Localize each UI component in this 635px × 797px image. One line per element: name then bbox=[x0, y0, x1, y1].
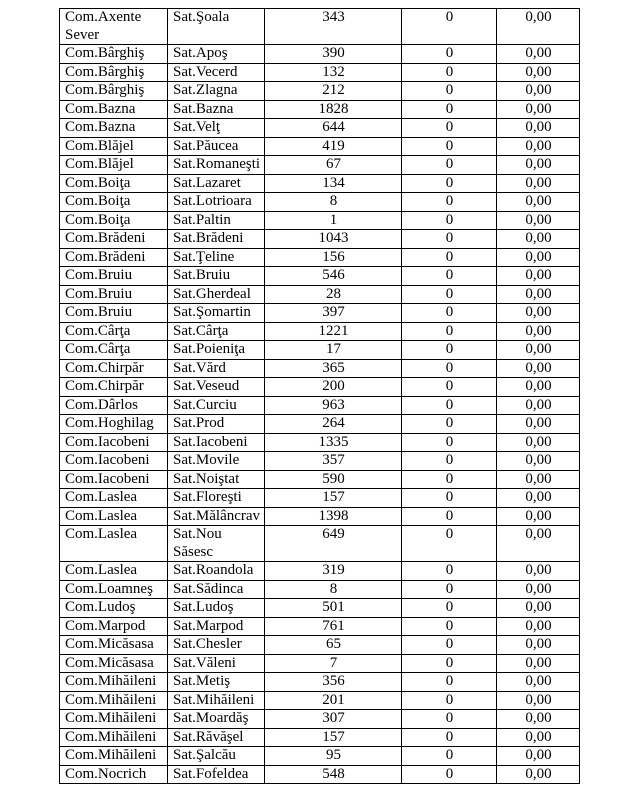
cell-population: 95 bbox=[265, 747, 402, 766]
cell-village: Sat.Brădeni bbox=[168, 230, 265, 249]
cell-commune: Com.Iacobeni bbox=[60, 470, 168, 489]
table-row bbox=[60, 100, 580, 119]
cell-village: Sat.Păucea bbox=[168, 137, 265, 156]
cell-village: Sat.Lotrioara bbox=[168, 193, 265, 212]
cell-population: 343 bbox=[265, 9, 402, 45]
cell-village: Sat.Apoş bbox=[168, 45, 265, 64]
table-row bbox=[60, 156, 580, 175]
cell-amount: 0,00 bbox=[497, 433, 580, 452]
cell-count: 0 bbox=[402, 341, 497, 360]
table-row bbox=[60, 489, 580, 508]
cell-population: 397 bbox=[265, 304, 402, 323]
cell-population: 264 bbox=[265, 415, 402, 434]
cell-population: 365 bbox=[265, 359, 402, 378]
cell-amount: 0,00 bbox=[497, 45, 580, 64]
cell-count: 0 bbox=[402, 433, 497, 452]
cell-commune: Com.Boiţa bbox=[60, 193, 168, 212]
cell-population: 1 bbox=[265, 211, 402, 230]
table-row bbox=[60, 636, 580, 655]
cell-amount: 0,00 bbox=[497, 156, 580, 175]
cell-amount: 0,00 bbox=[497, 636, 580, 655]
cell-village: Sat.Metiş bbox=[168, 673, 265, 692]
cell-village: Sat.Roandola bbox=[168, 562, 265, 581]
cell-commune: Com.Nocrich bbox=[60, 765, 168, 784]
cell-amount: 0,00 bbox=[497, 304, 580, 323]
cell-population: 7 bbox=[265, 654, 402, 673]
cell-count: 0 bbox=[402, 156, 497, 175]
cell-village: Sat.Şoala bbox=[168, 9, 265, 45]
cell-village: Sat.Noiştat bbox=[168, 470, 265, 489]
cell-population: 501 bbox=[265, 599, 402, 618]
table-row bbox=[60, 507, 580, 526]
table-row bbox=[60, 230, 580, 249]
cell-commune: Com.Mihăileni bbox=[60, 728, 168, 747]
cell-commune: Com.Laslea bbox=[60, 507, 168, 526]
cell-count: 0 bbox=[402, 304, 497, 323]
table-row bbox=[60, 562, 580, 581]
cell-amount: 0,00 bbox=[497, 285, 580, 304]
cell-village: Sat.Fofeldea bbox=[168, 765, 265, 784]
cell-commune: Com.Iacobeni bbox=[60, 452, 168, 471]
table-row bbox=[60, 322, 580, 341]
cell-amount: 0,00 bbox=[497, 359, 580, 378]
table-row bbox=[60, 433, 580, 452]
table-row bbox=[60, 691, 580, 710]
cell-count: 0 bbox=[402, 489, 497, 508]
cell-village: Sat.Ludoş bbox=[168, 599, 265, 618]
table-row bbox=[60, 470, 580, 489]
cell-amount: 0,00 bbox=[497, 267, 580, 286]
cell-amount: 0,00 bbox=[497, 562, 580, 581]
cell-amount: 0,00 bbox=[497, 415, 580, 434]
cell-count: 0 bbox=[402, 82, 497, 101]
cell-village: Sat.Mălâncrav bbox=[168, 507, 265, 526]
cell-population: 307 bbox=[265, 710, 402, 729]
cell-amount: 0,00 bbox=[497, 673, 580, 692]
cell-population: 17 bbox=[265, 341, 402, 360]
cell-commune: Com.Dârlos bbox=[60, 396, 168, 415]
cell-commune: Com.Mihăileni bbox=[60, 747, 168, 766]
cell-commune: Com.Boiţa bbox=[60, 211, 168, 230]
table-row bbox=[60, 415, 580, 434]
table-row bbox=[60, 728, 580, 747]
cell-amount: 0,00 bbox=[497, 747, 580, 766]
cell-population: 132 bbox=[265, 63, 402, 82]
table-row bbox=[60, 63, 580, 82]
table-row bbox=[60, 765, 580, 784]
cell-commune: Com.Chirpăr bbox=[60, 359, 168, 378]
cell-count: 0 bbox=[402, 636, 497, 655]
cell-population: 357 bbox=[265, 452, 402, 471]
cell-amount: 0,00 bbox=[497, 322, 580, 341]
cell-amount: 0,00 bbox=[497, 599, 580, 618]
cell-village: Sat.Bruiu bbox=[168, 267, 265, 286]
cell-village: Sat.Răvăşel bbox=[168, 728, 265, 747]
cell-population: 28 bbox=[265, 285, 402, 304]
cell-village: Sat.Cârţa bbox=[168, 322, 265, 341]
cell-commune: Com.Mihăileni bbox=[60, 691, 168, 710]
cell-amount: 0,00 bbox=[497, 100, 580, 119]
cell-population: 1828 bbox=[265, 100, 402, 119]
cell-amount: 0,00 bbox=[497, 710, 580, 729]
cell-amount: 0,00 bbox=[497, 470, 580, 489]
localities-table bbox=[59, 8, 580, 784]
cell-population: 1398 bbox=[265, 507, 402, 526]
table-row bbox=[60, 45, 580, 64]
cell-amount: 0,00 bbox=[497, 341, 580, 360]
table-row bbox=[60, 248, 580, 267]
cell-commune: Com.Marpod bbox=[60, 617, 168, 636]
cell-count: 0 bbox=[402, 100, 497, 119]
cell-population: 419 bbox=[265, 137, 402, 156]
cell-population: 546 bbox=[265, 267, 402, 286]
cell-count: 0 bbox=[402, 45, 497, 64]
table-row bbox=[60, 710, 580, 729]
cell-population: 390 bbox=[265, 45, 402, 64]
cell-village: Sat.Văleni bbox=[168, 654, 265, 673]
cell-population: 644 bbox=[265, 119, 402, 138]
cell-count: 0 bbox=[402, 9, 497, 45]
cell-count: 0 bbox=[402, 248, 497, 267]
cell-count: 0 bbox=[402, 654, 497, 673]
cell-commune: Com.Bruiu bbox=[60, 304, 168, 323]
cell-village: Sat.Marpod bbox=[168, 617, 265, 636]
table-row bbox=[60, 396, 580, 415]
table-row bbox=[60, 137, 580, 156]
cell-amount: 0,00 bbox=[497, 211, 580, 230]
cell-village: Sat.Floreşti bbox=[168, 489, 265, 508]
cell-commune: Com.Micăsasa bbox=[60, 636, 168, 655]
cell-amount: 0,00 bbox=[497, 654, 580, 673]
cell-population: 963 bbox=[265, 396, 402, 415]
cell-amount: 0,00 bbox=[497, 174, 580, 193]
cell-village: Sat.Velţ bbox=[168, 119, 265, 138]
cell-commune: Com.Hoghilag bbox=[60, 415, 168, 434]
cell-commune: Com.Ludoş bbox=[60, 599, 168, 618]
cell-population: 1335 bbox=[265, 433, 402, 452]
cell-count: 0 bbox=[402, 673, 497, 692]
cell-population: 8 bbox=[265, 193, 402, 212]
cell-commune: Com.Blăjel bbox=[60, 137, 168, 156]
table-row bbox=[60, 599, 580, 618]
cell-population: 590 bbox=[265, 470, 402, 489]
table-row bbox=[60, 617, 580, 636]
cell-count: 0 bbox=[402, 599, 497, 618]
cell-count: 0 bbox=[402, 526, 497, 562]
cell-amount: 0,00 bbox=[497, 378, 580, 397]
cell-commune: Com.Micăsasa bbox=[60, 654, 168, 673]
cell-amount: 0,00 bbox=[497, 193, 580, 212]
table-row bbox=[60, 211, 580, 230]
cell-commune: Com.Brădeni bbox=[60, 248, 168, 267]
cell-population: 201 bbox=[265, 691, 402, 710]
cell-amount: 0,00 bbox=[497, 617, 580, 636]
cell-commune: Com.Cârţa bbox=[60, 322, 168, 341]
cell-count: 0 bbox=[402, 211, 497, 230]
cell-population: 319 bbox=[265, 562, 402, 581]
cell-count: 0 bbox=[402, 119, 497, 138]
cell-amount: 0,00 bbox=[497, 728, 580, 747]
cell-commune: Com.Axente Sever bbox=[60, 9, 168, 45]
cell-count: 0 bbox=[402, 415, 497, 434]
cell-amount: 0,00 bbox=[497, 137, 580, 156]
cell-count: 0 bbox=[402, 617, 497, 636]
cell-village: Sat.Movile bbox=[168, 452, 265, 471]
cell-amount: 0,00 bbox=[497, 82, 580, 101]
cell-amount: 0,00 bbox=[497, 9, 580, 45]
cell-count: 0 bbox=[402, 452, 497, 471]
table-row bbox=[60, 193, 580, 212]
table-row bbox=[60, 9, 580, 45]
table-row bbox=[60, 747, 580, 766]
cell-population: 761 bbox=[265, 617, 402, 636]
cell-count: 0 bbox=[402, 193, 497, 212]
cell-commune: Com.Bazna bbox=[60, 100, 168, 119]
cell-count: 0 bbox=[402, 137, 497, 156]
table-row bbox=[60, 378, 580, 397]
cell-population: 157 bbox=[265, 489, 402, 508]
cell-amount: 0,00 bbox=[497, 63, 580, 82]
cell-population: 649 bbox=[265, 526, 402, 562]
cell-count: 0 bbox=[402, 174, 497, 193]
cell-village: Sat.Vecerd bbox=[168, 63, 265, 82]
cell-count: 0 bbox=[402, 396, 497, 415]
cell-count: 0 bbox=[402, 378, 497, 397]
cell-commune: Com.Bârghiş bbox=[60, 45, 168, 64]
cell-count: 0 bbox=[402, 691, 497, 710]
cell-count: 0 bbox=[402, 562, 497, 581]
cell-count: 0 bbox=[402, 470, 497, 489]
cell-count: 0 bbox=[402, 507, 497, 526]
cell-commune: Com.Bruiu bbox=[60, 267, 168, 286]
cell-population: 157 bbox=[265, 728, 402, 747]
cell-commune: Com.Bazna bbox=[60, 119, 168, 138]
cell-count: 0 bbox=[402, 747, 497, 766]
cell-commune: Com.Bruiu bbox=[60, 285, 168, 304]
cell-commune: Com.Boiţa bbox=[60, 174, 168, 193]
cell-commune: Com.Mihăileni bbox=[60, 673, 168, 692]
cell-amount: 0,00 bbox=[497, 396, 580, 415]
cell-village: Sat.Chesler bbox=[168, 636, 265, 655]
cell-village: Sat.Prod bbox=[168, 415, 265, 434]
cell-population: 548 bbox=[265, 765, 402, 784]
cell-population: 134 bbox=[265, 174, 402, 193]
cell-village: Sat.Sădinca bbox=[168, 580, 265, 599]
cell-commune: Com.Iacobeni bbox=[60, 433, 168, 452]
cell-village: Sat.Paltin bbox=[168, 211, 265, 230]
cell-commune: Com.Laslea bbox=[60, 489, 168, 508]
table-row bbox=[60, 304, 580, 323]
cell-commune: Com.Mihăileni bbox=[60, 710, 168, 729]
cell-village: Sat.Veseud bbox=[168, 378, 265, 397]
table-row bbox=[60, 119, 580, 138]
cell-amount: 0,00 bbox=[497, 248, 580, 267]
cell-village: Sat.Vărd bbox=[168, 359, 265, 378]
cell-village: Sat.Mihăileni bbox=[168, 691, 265, 710]
cell-population: 200 bbox=[265, 378, 402, 397]
cell-village: Sat.Curciu bbox=[168, 396, 265, 415]
cell-village: Sat.Ţeline bbox=[168, 248, 265, 267]
cell-count: 0 bbox=[402, 765, 497, 784]
cell-amount: 0,00 bbox=[497, 452, 580, 471]
table-row bbox=[60, 526, 580, 562]
cell-amount: 0,00 bbox=[497, 119, 580, 138]
cell-amount: 0,00 bbox=[497, 580, 580, 599]
table-row bbox=[60, 82, 580, 101]
cell-commune: Com.Bârghiş bbox=[60, 63, 168, 82]
cell-count: 0 bbox=[402, 322, 497, 341]
table-row bbox=[60, 267, 580, 286]
cell-commune: Com.Bârghiş bbox=[60, 82, 168, 101]
cell-count: 0 bbox=[402, 710, 497, 729]
cell-population: 356 bbox=[265, 673, 402, 692]
cell-count: 0 bbox=[402, 285, 497, 304]
cell-commune: Com.Chirpăr bbox=[60, 378, 168, 397]
table-row bbox=[60, 580, 580, 599]
cell-commune: Com.Laslea bbox=[60, 562, 168, 581]
cell-population: 212 bbox=[265, 82, 402, 101]
table-row bbox=[60, 359, 580, 378]
cell-population: 8 bbox=[265, 580, 402, 599]
cell-commune: Com.Loamneş bbox=[60, 580, 168, 599]
cell-count: 0 bbox=[402, 359, 497, 378]
cell-count: 0 bbox=[402, 580, 497, 599]
cell-village: Sat.Şomartin bbox=[168, 304, 265, 323]
cell-commune: Com.Laslea bbox=[60, 526, 168, 562]
cell-village: Sat.Nou Săsesc bbox=[168, 526, 265, 562]
cell-amount: 0,00 bbox=[497, 230, 580, 249]
table-body bbox=[60, 9, 580, 784]
table-row bbox=[60, 452, 580, 471]
cell-village: Sat.Moardăş bbox=[168, 710, 265, 729]
cell-amount: 0,00 bbox=[497, 507, 580, 526]
cell-village: Sat.Zlagna bbox=[168, 82, 265, 101]
cell-village: Sat.Poieniţa bbox=[168, 341, 265, 360]
cell-amount: 0,00 bbox=[497, 526, 580, 562]
cell-village: Sat.Şalcău bbox=[168, 747, 265, 766]
table-row bbox=[60, 174, 580, 193]
cell-commune: Com.Blăjel bbox=[60, 156, 168, 175]
cell-population: 67 bbox=[265, 156, 402, 175]
cell-population: 1043 bbox=[265, 230, 402, 249]
cell-population: 156 bbox=[265, 248, 402, 267]
cell-amount: 0,00 bbox=[497, 691, 580, 710]
cell-village: Sat.Gherdeal bbox=[168, 285, 265, 304]
table-row bbox=[60, 285, 580, 304]
cell-amount: 0,00 bbox=[497, 489, 580, 508]
cell-population: 1221 bbox=[265, 322, 402, 341]
cell-commune: Com.Brădeni bbox=[60, 230, 168, 249]
cell-village: Sat.Lazaret bbox=[168, 174, 265, 193]
cell-commune: Com.Cârţa bbox=[60, 341, 168, 360]
cell-village: Sat.Iacobeni bbox=[168, 433, 265, 452]
cell-population: 65 bbox=[265, 636, 402, 655]
cell-count: 0 bbox=[402, 728, 497, 747]
cell-count: 0 bbox=[402, 230, 497, 249]
table-row bbox=[60, 654, 580, 673]
cell-count: 0 bbox=[402, 63, 497, 82]
cell-village: Sat.Romaneşti bbox=[168, 156, 265, 175]
table-row bbox=[60, 673, 580, 692]
cell-amount: 0,00 bbox=[497, 765, 580, 784]
cell-village: Sat.Bazna bbox=[168, 100, 265, 119]
cell-count: 0 bbox=[402, 267, 497, 286]
table-row bbox=[60, 341, 580, 360]
